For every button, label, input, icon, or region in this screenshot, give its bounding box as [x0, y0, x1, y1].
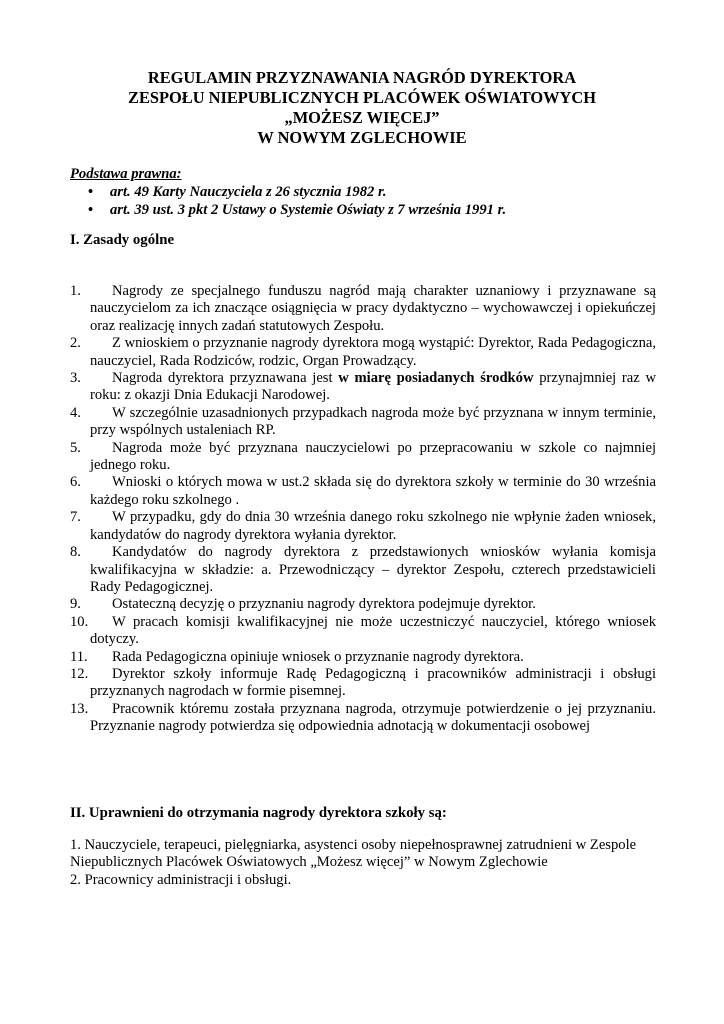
rule-text-part: Nagroda dyrektora przyznawana jest [112, 370, 339, 387]
rules-list [70, 283, 656, 736]
rule-text: Z wnioskiem o przyznanie nagrody dyrektora mogą wystąpić: Dyrektor, Rada Pedagogiczna, nauczyciel, Rada Rodziców, rodzic, Organ Prowadzący. [90, 335, 656, 369]
rule-item [70, 596, 656, 613]
rule-item [70, 405, 656, 440]
legal-basis-text: art. 39 ust. 3 pkt 2 Ustawy o Systemie Oświaty z 7 września 1991 r. [110, 202, 507, 218]
rule-text: Rada Pedagogiczna opiniuje wniosek o przyznanie nagrody dyrektora. [112, 648, 524, 665]
rule-item [70, 474, 656, 509]
rule-text: W przypadku, gdy do dnia 30 września danego roku szkolnego nie wpłynie żaden wniosek, kandydatów do nagrody dyrektora wyłania dyrektor. [90, 509, 656, 543]
legal-basis [70, 165, 660, 219]
rule-number: 10. [70, 613, 89, 630]
bullet-icon: • [88, 202, 94, 218]
title-line: W NOWYM ZGLECHOWIE [257, 128, 467, 147]
rule-text: Ostateczną decyzję o przyznaniu nagrody dyrektora podejmuje dyrektor. [112, 596, 536, 613]
rule-item [70, 614, 656, 649]
rule-item [70, 649, 656, 666]
rule-item [70, 283, 656, 335]
rule-number: 5. [70, 439, 81, 456]
legal-basis-item [70, 183, 660, 201]
rule-number: 12. [70, 665, 89, 682]
section-heading-eligible: II. Uprawnieni do otrzymania nagrody dyrektora szkoły są: [70, 805, 447, 821]
rule-text: Nagrody ze specjalnego funduszu nagród mają charakter uznaniowy i przyznawane są nauczycielom za ich znaczące osiągnięcia w pracy dydaktyczno – wychowawczej i opiekuńczej oraz realizację innych zadań statutowych Zespołu. [90, 283, 656, 334]
eligible-item: 1. Nauczyciele, terapeuci, pielęgniarka, asystenci osoby niepełnosprawnej zatrudnieni w Zespole Niepublicznych Placówek Oświatowych „Możesz więcej” w Nowym Zglechowie [70, 837, 637, 871]
rule-item [70, 544, 656, 596]
rule-text-part: przynajmniej raz w roku: z okazji Dnia Edukacji Narodowej. [90, 370, 656, 404]
rule-number: 13. [70, 700, 89, 717]
rule-text: W pracach komisji kwalifikacyjnej nie może uczestniczyć nauczyciel, którego wniosek dotyczy. [90, 613, 656, 648]
rule-number: 7. [70, 509, 81, 526]
legal-basis-item [70, 201, 660, 219]
rule-number: 6. [70, 474, 81, 491]
rule-text: Dyrektor szkoły informuje Radę Pedagogiczną i pracowników administracji i obsługi przyznanych nagrodach w formie pisemnej. [90, 665, 656, 700]
rule-text: Wnioski o których mowa w ust.2 składa się do dyrektora szkoły w terminie do 30 września każdego roku szkolnego . [90, 474, 656, 508]
document-title [0, 68, 724, 148]
rule-text-bold: w miarę posiadanych środków [338, 370, 534, 387]
rule-item [70, 666, 656, 701]
legal-basis-text: art. 49 Karty Nauczyciela z 26 stycznia 1982 r. [110, 184, 387, 200]
rule-text: Nagroda może być przyznana nauczycielowi po przepracowaniu w szkole co najmniej jednego roku. [90, 439, 656, 474]
title-line: REGULAMIN PRZYZNAWANIA NAGRÓD DYREKTORA [147, 68, 577, 87]
bullet-icon: • [88, 184, 94, 200]
rule-number: 1. [70, 283, 81, 299]
rule-item [70, 509, 656, 544]
rule-item [70, 370, 656, 405]
rule-item [70, 335, 656, 370]
eligible-item: 2. Pracownicy administracji i obsługi. [70, 871, 292, 888]
eligible-list [70, 837, 656, 889]
legal-basis-list [70, 183, 660, 219]
rule-item [70, 440, 656, 475]
section-heading-general: I. Zasady ogólne [70, 232, 175, 248]
rule-number: 8. [70, 544, 81, 561]
rule-text [90, 370, 656, 405]
rule-number: 2. [70, 335, 81, 352]
rule-number: 11. [70, 648, 88, 665]
title-line: ZESPOŁU NIEPUBLICZNYCH PLACÓWEK OŚWIATOWYCH [128, 88, 596, 107]
legal-basis-heading: Podstawa prawna: [70, 166, 182, 182]
rule-number: 3. [70, 370, 81, 387]
rule-text: W szczególnie uzasadnionych przypadkach nagroda może być przyznana w innym terminie, przy wspólnych ustaleniach RP. [90, 404, 656, 439]
rule-item [70, 701, 656, 736]
rule-number: 9. [70, 596, 81, 613]
title-line: „MOŻESZ WIĘCEJ” [284, 108, 440, 127]
rule-number: 4. [70, 404, 81, 421]
rule-text: Pracownik któremu została przyznana nagroda, otrzymuje potwierdzenie o jej przyznaniu. Przyznanie nagrody potwierdza się odpowiednia adnotacją w dokumentacji osobowej [90, 700, 656, 735]
rule-text: Kandydatów do nagrody dyrektora z przedstawionych wniosków wyłania komisja kwalifikacyjna w składzie: a. Przewodniczący – dyrektor Zespołu, czterech przedstawicieli Rady Pedagogicznej. [90, 544, 656, 595]
